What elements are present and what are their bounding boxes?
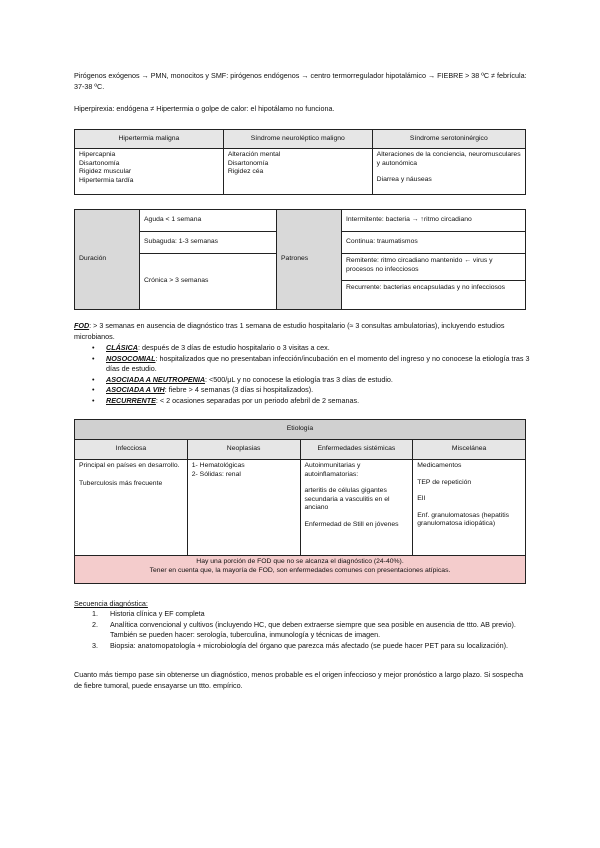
text-line: Alteraciones de la conciencia, neuromusculares y autonómica: [376, 151, 521, 167]
fod-type-term: RECURRENTE: [106, 395, 156, 405]
fod-types-list: [92, 343, 532, 406]
intro-line-1: Pirógenos exógenos → PMN, monocitos y SMF: pirógenos endógenos → centro termorregulador hipotalámico → FIEBRE > 38 ºC ≠ febrícula: 37-38 ºC.: [74, 71, 527, 91]
list-item: • CLÁSICA: después de 3 días de estudio hospitalario o 3 visitas a cex.: [92, 343, 330, 352]
text-line: arteritis de células gigantes secundaria a vasculitis en el anciano: [304, 487, 390, 512]
text-line: 1- Hematológicas: [191, 462, 245, 469]
text-line: Disartonomía: [227, 159, 269, 167]
cell-infecciosa: [75, 460, 188, 556]
sequence-step: Historia clínica y EF completa: [110, 609, 205, 618]
list-item: 3. Biopsia: anatomopatología + microbiología del órgano que parezca más afectado (se puede hacer PET para su localización).: [92, 640, 509, 650]
header-miscelanea: Miscelánea: [413, 440, 526, 460]
cell-hipertermia-maligna: [75, 149, 224, 195]
pattern-remitente: Remitente: ritmo circadiano mantenido ← virus y procesos no infecciosos: [342, 254, 525, 281]
text-line: Medicamentos: [417, 462, 462, 469]
text-line: Enfermedad de Still en jóvenes: [304, 520, 399, 528]
text-line: Alteración mental: [227, 151, 281, 158]
text-line: Rigidez céa: [227, 168, 264, 176]
closing-paragraph: Cuanto más tiempo pase sin obtenerse un diagnóstico, menos probable es el origen infeccioso y mejor pronóstico a largo plazo. Si sospecha de fiebre tumoral, puede ensayarse un ttto. empírico.: [74, 670, 524, 690]
list-item: • ASOCIADA A VIH: fiebre > 4 semanas (3 días si hospitalizados).: [92, 385, 314, 394]
text-line: Diarrea y náuseas: [376, 176, 432, 184]
cell-sistemicas: [300, 460, 413, 556]
etiology-title: Etiología: [75, 420, 526, 440]
fod-type-term: ASOCIADA A VIH: [106, 385, 165, 394]
text-line: Enf. granulomatosas (hepatitis granulomatosa idiopática): [417, 511, 510, 528]
hyperthermia-table: [74, 129, 526, 195]
list-item: 2. Analítica convencional y cultivos (incluyendo HC, que deben extraerse siempre que sea posible en ausencia de ttto. AB previo). También se pueden hacer: serología, tuberculina, inmunología y técnicas de imagen.: [92, 619, 516, 639]
fod-type-term: ASOCIADA A NEUTROPENIA: [106, 374, 206, 384]
text-line: Principal en países en desarrollo.: [79, 462, 180, 469]
fod-type-text: : < 2 ocasiones separadas por un periodo afebril de 2 semanas.: [155, 395, 360, 405]
fod-type-text: : hospitalizados que no presentaban infección/incubación en el momento del ingreso y no conocese la etiología tras 3 días de estudio.: [106, 353, 530, 373]
etiology-note: [75, 556, 526, 584]
etiology-table: [74, 419, 526, 584]
sequence-step: Biopsia: anatomopatología + microbiología del órgano que parezca más afectado (se puede hacer PET para su localización).: [110, 640, 509, 650]
fod-text: : > 3 semanas en ausencia de diagnóstico tras 1 semana de estudio hospitalario (≈ 3 consultas ambulatorias), incluyendo estudios microbianos.: [74, 321, 505, 341]
duration-aguda: Aguda < 1 semana: [140, 210, 277, 232]
cell-sindrome-neuroleptico: [223, 149, 372, 195]
fod-type-term: NOSOCOMIAL: [106, 353, 156, 363]
header-infecciosa: Infecciosa: [75, 440, 188, 460]
fod-type-text: : fiebre > 4 semanas (3 días si hospitalizados).: [164, 385, 314, 394]
pattern-continua: Continua: traumatismos: [342, 232, 526, 254]
fever-characteristics-table: [74, 209, 526, 310]
text-line: Autoinmunitarias y autoinflamatorias:: [304, 462, 361, 478]
patterns-stack: [342, 254, 526, 310]
sequence-list: [92, 609, 532, 651]
cell-miscelanea: [413, 460, 526, 556]
fod-type-term: CLÁSICA: [106, 343, 138, 352]
note-line: Hay una porción de FOD que no se alcanza el diagnóstico (24-40%).: [196, 558, 404, 565]
text-line: Rigidez muscular: [79, 168, 132, 176]
cell-neoplasias: [187, 460, 300, 556]
fod-definition: [74, 321, 532, 342]
header-sindrome-neuroleptico: Síndrome neuroléptico maligno: [223, 130, 372, 149]
pattern-intermitente: Intermitente: bacteria → ↑ritmo circadiano: [342, 210, 526, 232]
sequence-step: Analítica convencional y cultivos (incluyendo HC, que deben extraerse siempre que sea posible en ausencia de ttto. AB previo). También se pueden hacer: serología, tuberculina, inmunología y técnicas de imagen.: [110, 619, 516, 639]
text-line: Disartonomía: [79, 159, 120, 167]
duration-cronica: Crónica > 3 semanas: [140, 254, 277, 310]
fod-type-text: : después de 3 días de estudio hospitalario o 3 visitas a cex.: [137, 343, 330, 352]
header-neoplasias: Neoplasias: [187, 440, 300, 460]
pattern-recurrente: Recurrente: bacterias encapsuladas y no infecciosos: [346, 284, 506, 291]
patterns-label: Patrones: [277, 210, 342, 310]
header-sindrome-serotoninergico: Síndrome serotoninérgico: [372, 130, 525, 149]
text-line: TEP de repetición: [417, 478, 472, 486]
text-line: 2- Sólidas: renal: [191, 470, 241, 478]
list-item: • ASOCIADA A NEUTROPENIA: <500/μL y no conocese la etiología tras 3 días de estudio.: [92, 374, 393, 384]
header-hipertermia-maligna: Hipertermia maligna: [75, 130, 224, 149]
text-line: Tuberculosis más frecuente: [79, 479, 163, 487]
list-item: • RECURRENTE: < 2 ocasiones separadas por un periodo afebril de 2 semanas.: [92, 395, 360, 405]
fod-type-text: : <500/μL y no conocese la etiología tras 3 días de estudio.: [205, 374, 393, 384]
list-item: • NOSOCOMIAL: hospitalizados que no presentaban infección/incubación en el momento del ingreso y no conocese la etiología tras 3 días de estudio.: [92, 353, 530, 373]
duration-label: Duración: [75, 210, 140, 310]
text-line: Hipertermia tardía: [79, 176, 134, 184]
note-line: Tener en cuenta que, la mayoría de FOD, son enfermedades comunes con presentaciones atípicas.: [149, 566, 451, 574]
text-line: Hipercapnia: [79, 151, 116, 158]
text-line: EII: [417, 495, 426, 503]
fod-label: FOD: [74, 321, 90, 330]
intro-line-2: Hiperpirexia: endógena ≠ Hipertermia o golpe de calor: el hipotálamo no funciona.: [74, 104, 335, 113]
list-item: 1. Historia clínica y EF completa: [92, 609, 205, 618]
duration-subaguda: Subaguda: 1-3 semanas: [140, 232, 277, 254]
header-sistemicas: Enfermedades sistémicas: [300, 440, 413, 460]
cell-sindrome-serotoninergico: [372, 149, 525, 195]
sequence-title: Secuencia diagnóstica:: [74, 599, 148, 608]
